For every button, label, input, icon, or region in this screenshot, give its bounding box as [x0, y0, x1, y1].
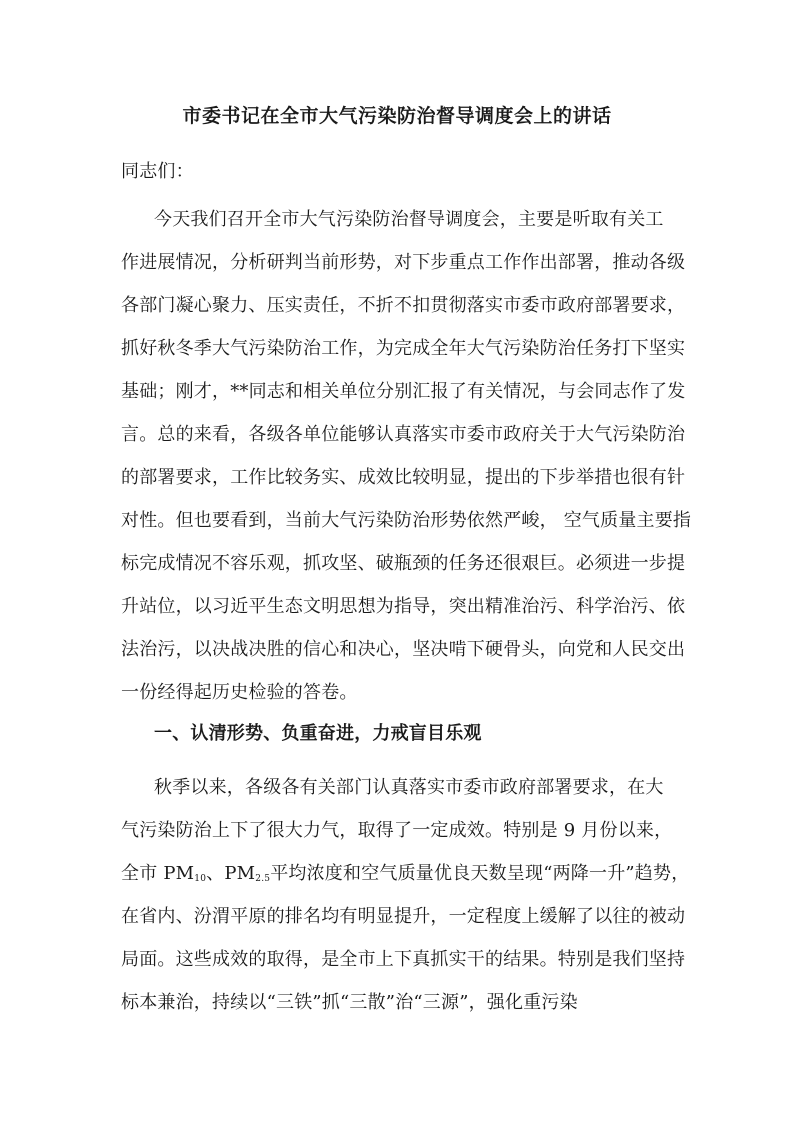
- paragraph-line: 抓好秋冬季大气污染防治工作，为完成全年大气污染防治任务打下坚实: [121, 338, 686, 359]
- pm-suffix: 平均浓度和空气质量优良天数呈现“两降一升”趋势，: [270, 863, 690, 884]
- paragraph-line: 标完成情况不容乐观，抓攻坚、破瓶颈的任务还很艰巨。必须进一步提: [121, 553, 686, 574]
- paragraph-line: 局面。这些成效的取得，是全市上下真抓实干的结果。特别是我们坚持: [121, 949, 686, 970]
- paragraph-line: 基础；刚才，**同志和相关单位分别汇报了有关情况，与会同志作了发: [121, 381, 686, 402]
- paragraph-line: 一份经得起历史检验的答卷。: [121, 682, 358, 703]
- pm-mid: 、PM: [206, 863, 256, 884]
- paragraph-line: [121, 861, 689, 887]
- paragraph-line: 言。总的来看，各级各单位能够认真落实市委市政府关于大气污染防治: [121, 424, 686, 445]
- pm10-subscript: 10: [194, 874, 207, 884]
- paragraph-line: 秋季以来，各级各有关部门认真落实市委市政府部署要求，在大: [154, 777, 664, 798]
- paragraph-line: 各部门凝心聚力、压实责任，不折不扣贯彻落实市委市政府部署要求，: [121, 295, 686, 316]
- paragraph-line: 气污染防治上下了很大力气，取得了一定成效。特别是 9 月份以来，: [121, 820, 673, 841]
- paragraph-line: 在省内、汾渭平原的排名均有明显提升，一定程度上缓解了以往的被动: [121, 906, 686, 927]
- pm25-subscript: 2.5: [255, 874, 271, 884]
- paragraph-line: 对性。但也要看到，当前大气污染防治形势依然严峻， 空气质量主要指: [121, 510, 692, 531]
- paragraph-line: 标本兼治，持续以“三铁”抓“三散”治“三源”，强化重污染: [121, 992, 578, 1013]
- paragraph-line: 法治污，以决战决胜的信心和决心，坚决啃下硬骨头，向党和人民交出: [121, 639, 686, 660]
- document-title: 市委书记在全市大气污染防治督导调度会上的讲话: [182, 105, 612, 127]
- paragraph-line: 升站位，以习近平生态文明思想为指导，突出精准治污、科学治污、依: [121, 596, 686, 617]
- salutation: 同志们：: [121, 161, 194, 182]
- pm-prefix: 全市 PM: [121, 863, 195, 884]
- paragraph-line: 的部署要求，工作比较务实、成效比较明显，提出的下步举措也很有针: [121, 467, 686, 488]
- section-heading: 一、认清形势、负重奋进，力戒盲目乐观: [154, 723, 482, 744]
- paragraph-line: 作进展情况，分析研判当前形势，对下步重点工作作出部署，推动各级: [121, 252, 686, 273]
- paragraph-line: 今天我们召开全市大气污染防治督导调度会，主要是听取有关工: [154, 209, 664, 230]
